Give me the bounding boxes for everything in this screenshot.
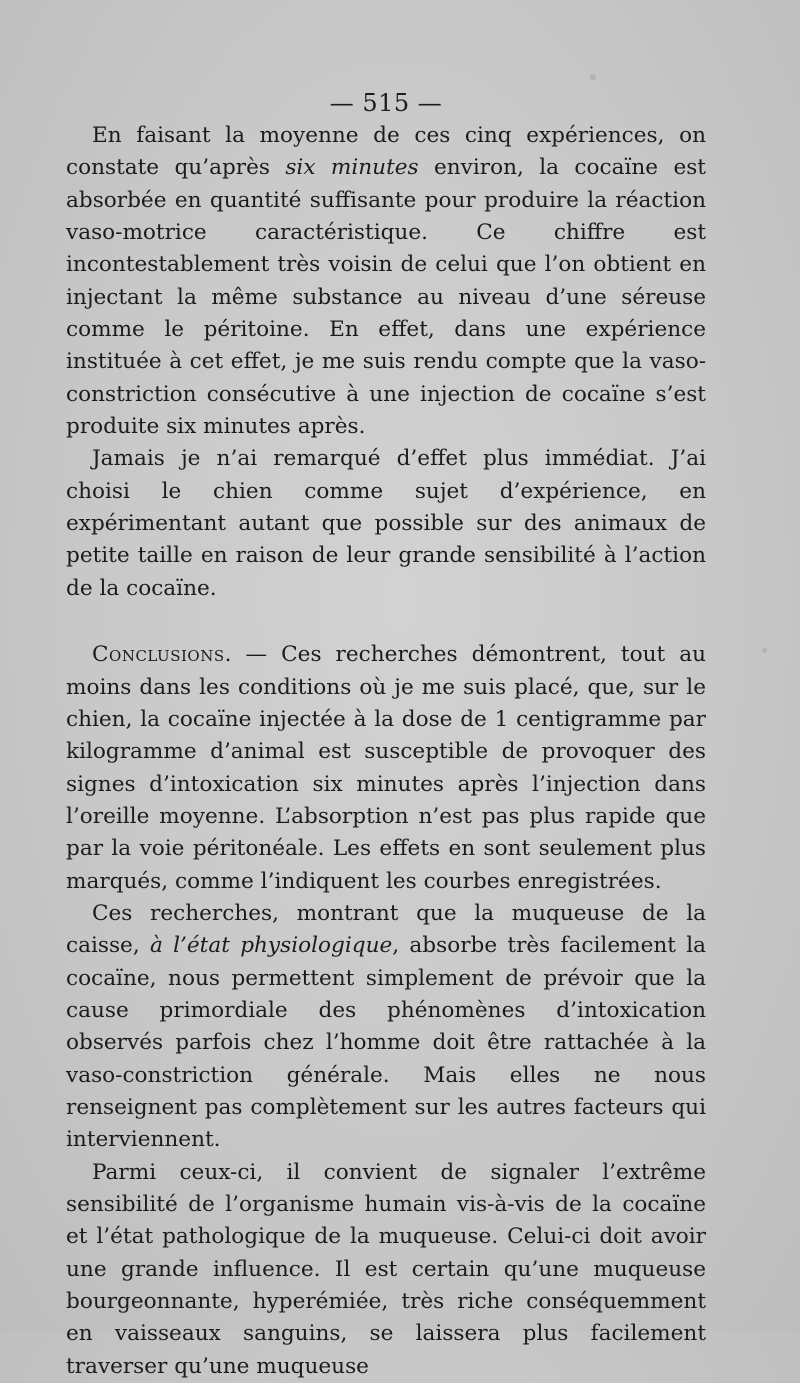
paragraph-parmi-ceux-ci (66, 1157, 706, 1383)
text-segment: En faisant la moyenne de ces cinq expériences, on constate qu’après (66, 123, 706, 181)
text-segment: Parmi ceux-ci, il convient de signaler l’extrême sensibilité de l’organisme humain vis-à-vis de la cocaïne et l’état pathologique de la muqueuse. Celui-ci doit avoir une grande influence. Il est certain qu’une muqueuse bourgeonnante, hyperémiée, très riche conséquemment en vaisseaux sanguins, se laissera plus facilement traverser qu’une muqueuse (66, 1159, 706, 1379)
book-page (66, 86, 706, 1383)
page-number-dash-left: — (329, 89, 355, 117)
paragraph-six-minutes (66, 120, 706, 443)
text-segment: centigramme par kilogramme d’animal est susceptible de provoquer des signes d’intoxication six minutes après l’injection dans l’oreille moyenne. L’absorption n’est pas plus rapide que par la voie péritonéale. Les effets en sont seulement plus marqués, comme l’indiquent les courbes enregistrées. (66, 706, 706, 894)
text-segment: six minutes (285, 155, 419, 181)
page-number-value: 515 (362, 89, 410, 117)
text-segment: 1 (494, 706, 509, 732)
text-segment: Conclusions (92, 642, 225, 668)
text-segment: Ces recherches, montrant que la muqueuse de la caisse, (66, 900, 706, 959)
text-segment: , absorbe très facilement la cocaïne, nous permettent simplement de prévoir que la cause primordiale des phénomènes d’intoxication observés parfois chez l’homme doit être rattachée à la vaso-constriction générale. Mais elles ne nous renseignent pas complètement sur les autres facteurs qui interviennent. (66, 933, 707, 1153)
paragraph-ces-recherches (66, 898, 706, 1157)
text-segment: environ, la cocaïne est absorbée en quantité suffisante pour produire la réaction vaso-motrice caractéristique. Ce chiffre est incontestablement très voisin de celui que l’on obtient en injectant la même substance au niveau d’une séreuse comme le péritoine. En effet, dans une expérience instituée à cet effet, je me suis rendu compte que la vaso-constriction consécutive à une injection de cocaïne s’est produite six minutes après. (66, 155, 706, 440)
section-gap (66, 605, 706, 639)
paragraph-conclusions (66, 639, 706, 898)
text-segment: Jamais je n’ai remarqué d’effet plus immédiat. J’ai choisi le chien comme sujet d’expérience, en expérimentant autant que possible sur des animaux de petite taille en raison de leur grande sensibilité à l’action de la cocaïne. (66, 446, 706, 601)
page-number-dash-right: — (417, 89, 443, 117)
text-segment: . — Ces recherches démontrent, tout au moins dans les conditions où je me suis placé, que, sur le chien, la cocaïne injectée à la dose de (66, 642, 706, 732)
text-segment: à l’état physiologique (149, 933, 393, 959)
paper-speck (762, 648, 767, 653)
page-number (66, 86, 706, 120)
paper-speck (590, 74, 596, 80)
paragraph-jamais (66, 443, 706, 605)
